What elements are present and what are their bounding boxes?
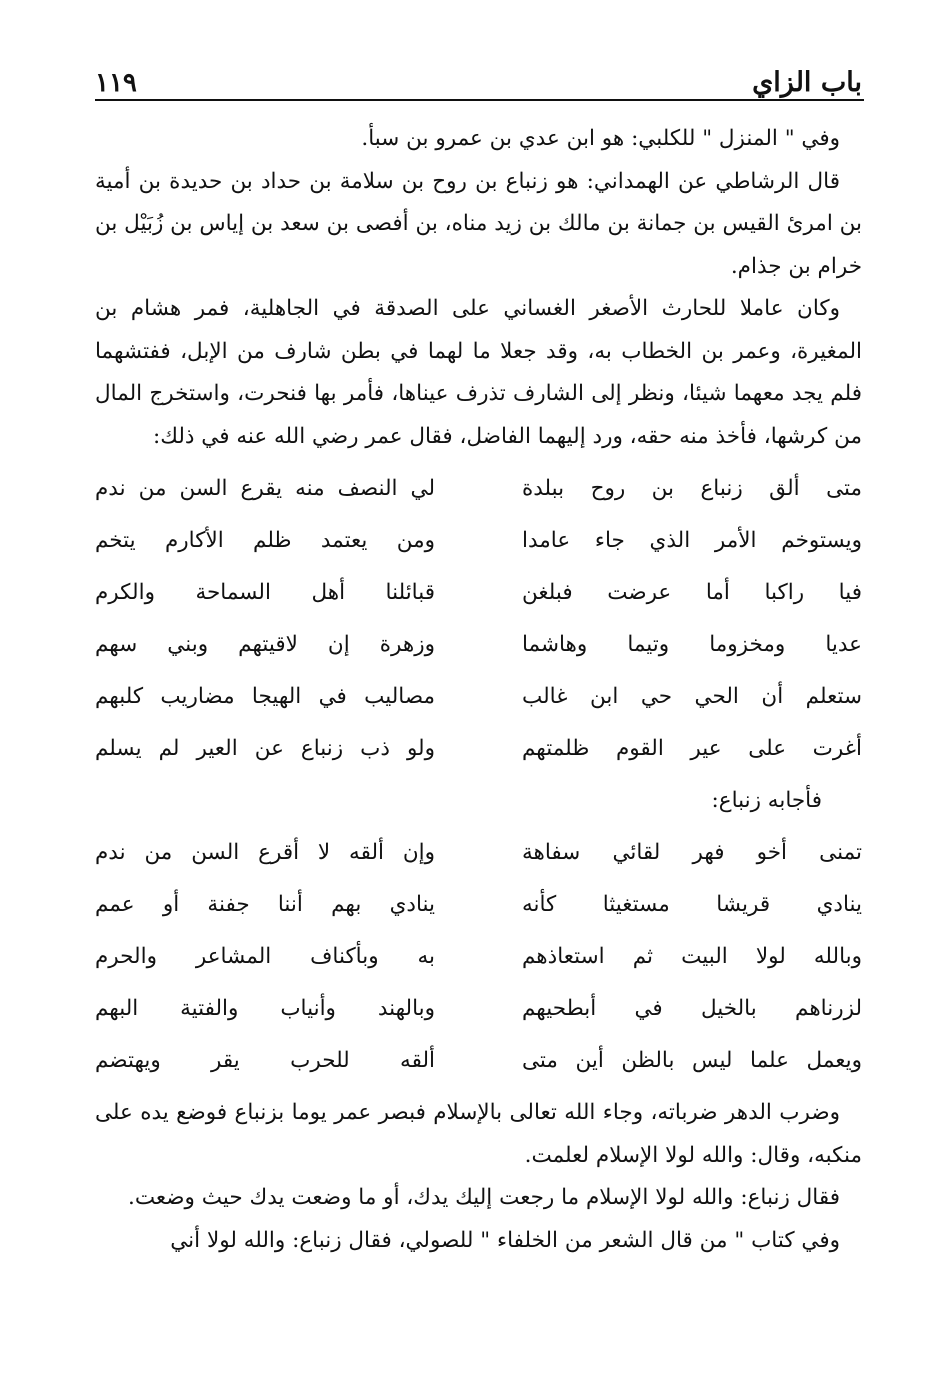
second-hemistich: وزهرة إن لاقيتهم وبني سهم xyxy=(95,631,435,657)
poem-zinba xyxy=(95,826,862,1086)
first-hemistich: عديا ومخزوما وتيما وهاشما xyxy=(522,631,862,657)
verse-line xyxy=(95,878,862,930)
verse-line xyxy=(95,462,862,514)
verse-line xyxy=(95,618,862,670)
second-hemistich: ولو ذب زنباع عن العير لم يسلم xyxy=(95,735,435,761)
second-hemistich: وبالهند وأنياب والفتية البهم xyxy=(95,995,435,1021)
first-hemistich: ويعمل علما ليس بالظن أين متى xyxy=(522,1047,862,1073)
verse-line xyxy=(95,826,862,878)
page-number: ١١٩ xyxy=(95,68,137,98)
verse-line xyxy=(95,982,862,1034)
first-hemistich: وبالله لولا البيت ثم استعاذهم xyxy=(522,943,862,969)
paragraph: وكان عاملا للحارث الأصغر الغساني على الصدقة في الجاهلية، فمر هشام بن المغيرة، وعمر بن الخطاب به، وقد جعلا ما لهما في بطن شارف من الإبل، ففتشهما فلم يجد معهما شيئا، ونظر إلى الشارف تذرف عيناها، فأمر بها فنحرت، واستخرج المال من كرشها، فأخذ منه حقه، ورد إليهما الفاضل، فقال عمر رضي الله عنه في ذلك: xyxy=(95,296,862,449)
second-hemistich: ألقه للحرب يقر ويهتضم xyxy=(95,1047,435,1073)
verse-line xyxy=(95,930,862,982)
header-rule xyxy=(95,99,864,101)
second-hemistich: به وبأكناف المشاعر والحرم xyxy=(95,943,435,969)
page-header xyxy=(95,58,862,98)
first-hemistich: فيا راكبا أما عرضت فبلغن xyxy=(522,579,862,605)
first-hemistich: ينادي قريشا مستغيثا كأنه xyxy=(522,891,862,917)
second-hemistich: ينادي بهم أننا جفنة أو عمم xyxy=(95,891,435,917)
paragraph: وفي " المنزل " للكلبي: هو ابن عدي بن عمرو بن سبأ. xyxy=(361,126,840,151)
second-hemistich: لي النصف منه يقرع السن من ندم xyxy=(95,475,435,501)
page-body xyxy=(95,118,862,1262)
verse-line xyxy=(95,566,862,618)
paragraph: وفي كتاب " من قال الشعر من الخلفاء " للصولي، فقال زنباع: والله لولا أني xyxy=(170,1227,840,1253)
paragraph: قال الرشاطي عن الهمداني: هو زنباع بن روح بن سلامة بن حداد بن حديدة بن أمية بن امرئ القيس بن جمانة بن مالك بن زيد مناه، بن أفصى بن سعد بن إياس بن زُبَيْل بن خرام بن جذام. xyxy=(95,168,862,279)
first-hemistich: تمنى أخو فهر لقائي سفاهة xyxy=(522,839,862,865)
first-hemistich: متى ألق زنباع بن روح ببلدة xyxy=(522,475,862,501)
first-hemistich: ستعلم أن الحي حي ابن غالب xyxy=(522,683,862,709)
first-hemistich: لزرناهم بالخيل في أبطحيهم xyxy=(522,995,862,1021)
first-hemistich: ويستوخم الأمر الذي جاء عامدا xyxy=(522,527,862,553)
paragraph: فقال زنباع: والله لولا الإسلام ما رجعت إليك يدك، أو ما وضعت يدك حيث وضعت. xyxy=(127,1185,840,1210)
verse-line xyxy=(95,1034,862,1086)
verse-line xyxy=(95,722,862,774)
second-hemistich: وإن ألقه لا أقرع السن من ندم xyxy=(95,839,435,865)
poem-umar xyxy=(95,462,862,774)
first-hemistich: أغرت على عير القوم ظلمتهم xyxy=(522,735,862,761)
second-hemistich: ومن يعتمد ظلم الأكارم يتخم xyxy=(95,527,435,553)
verse-line xyxy=(95,514,862,566)
reply-intro: فأجابه زنباع: xyxy=(711,788,822,813)
running-head: باب الزاي xyxy=(752,67,862,98)
second-hemistich: قبائلنا أهل السماحة والكرم xyxy=(95,579,435,605)
verse-line xyxy=(95,670,862,722)
second-hemistich: مصاليب في الهيجا مضاريب كلبهم xyxy=(95,683,435,709)
paragraph: وضرب الدهر ضرباته، وجاء الله تعالى بالإسلام فبصر عمر يوما بزنباع فوضع يده على منكبه، وقال: والله لولا الإسلام لعلمت. xyxy=(95,1100,862,1168)
